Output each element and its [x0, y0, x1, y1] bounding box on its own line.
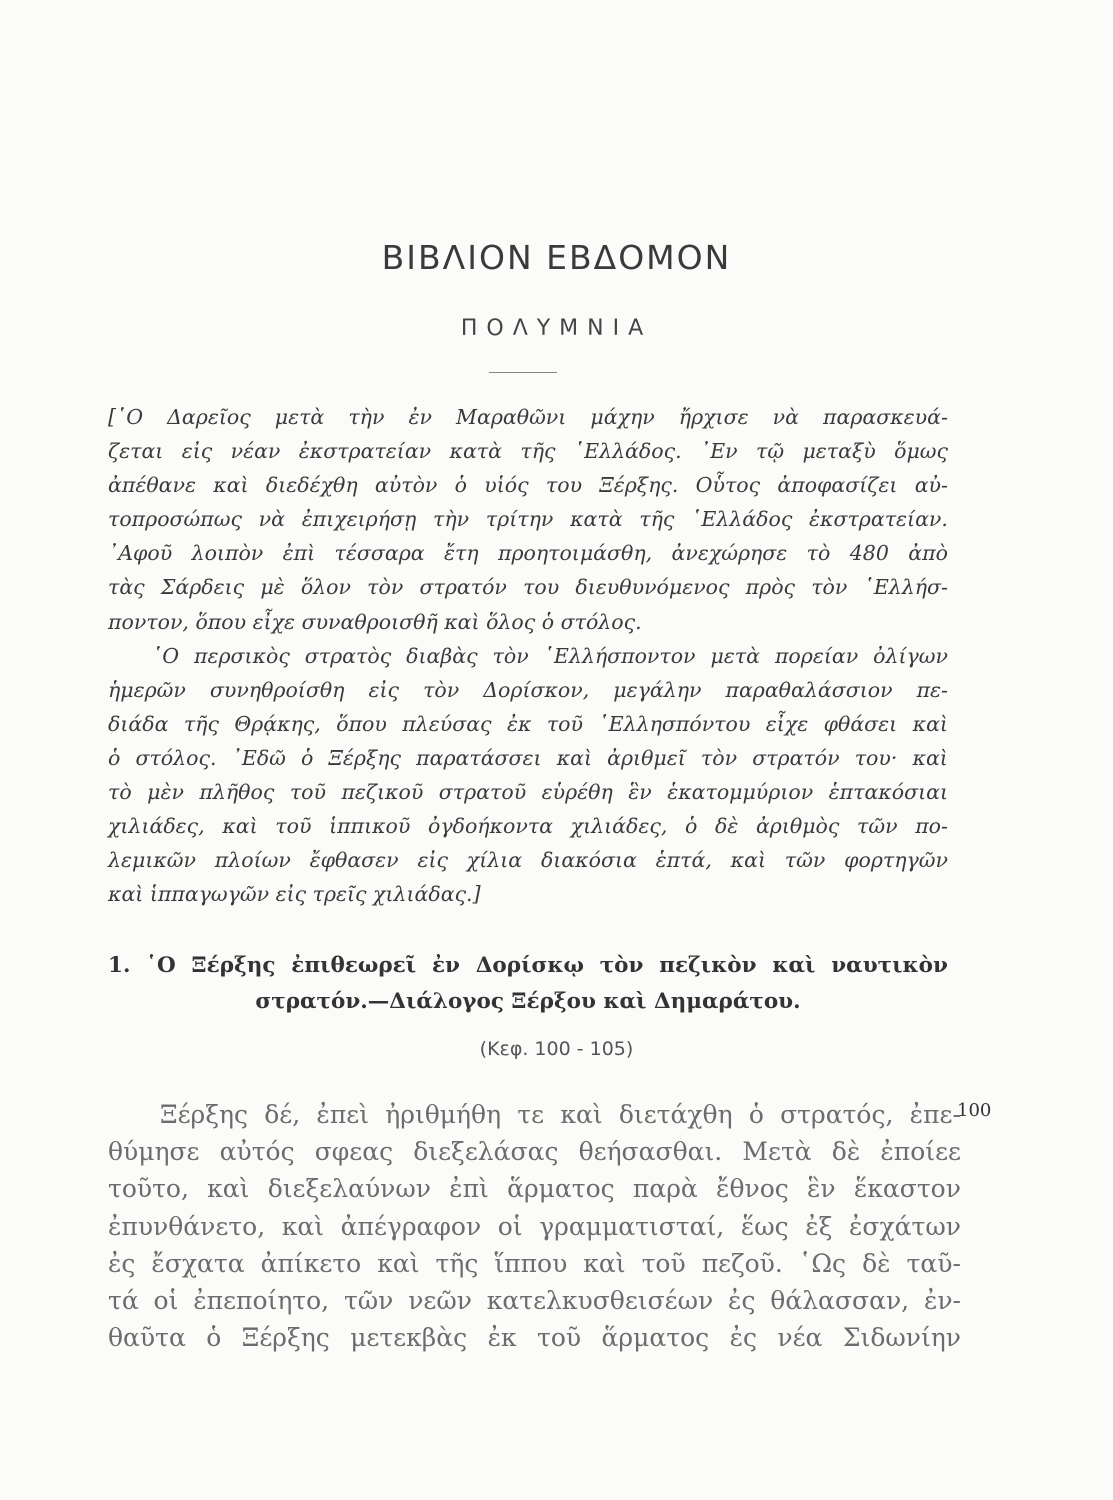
word: στρατός, [780, 1100, 894, 1129]
word: τὸν [811, 575, 848, 600]
word: εὑρέθη [541, 780, 613, 805]
summary-line [108, 434, 948, 468]
word: θαῦτα [108, 1323, 186, 1353]
word: τὸν [599, 953, 644, 978]
word: Ξέρξης [328, 745, 402, 770]
word: τὴν [433, 507, 470, 532]
word: [῾Ο [108, 405, 144, 429]
word: ἡμερῶν [108, 677, 186, 702]
word: τοπροσώπως [108, 507, 242, 532]
word: ὀγδοήκοντα [428, 814, 554, 839]
word: ὁ [684, 814, 698, 839]
word: διακόσια [540, 848, 637, 873]
word: προητοιμάσθη, [497, 541, 653, 566]
word: δὲ [831, 1137, 861, 1167]
word: τοῦτο, [108, 1174, 189, 1204]
word: δὲ [862, 1248, 891, 1278]
word: ὀλίγων [873, 643, 948, 668]
summary-line [108, 843, 948, 877]
word: παρασκευά- [823, 405, 948, 429]
word: του· [854, 745, 898, 770]
word: τῆς [639, 507, 675, 532]
word: μεγάλην [613, 677, 702, 702]
summary-line [108, 741, 948, 775]
word: στρατοῦ [438, 780, 527, 805]
word: παρὰ [632, 1174, 698, 1204]
word: θύμησε [108, 1137, 200, 1167]
section-heading [108, 948, 948, 1020]
summary-line [108, 502, 948, 536]
word: τε [517, 1100, 545, 1129]
word: ἅρματος [507, 1174, 615, 1204]
word: ᾿Αφοῦ [108, 541, 173, 566]
word: ὅλον [300, 575, 351, 600]
word: ἔθνος [716, 1174, 789, 1204]
word: ἔτη [443, 541, 479, 566]
word: εἰς [417, 848, 448, 873]
word: ῾Ελλήσ- [863, 575, 948, 600]
word: διαβὰς [406, 643, 478, 668]
word: εἶχε [765, 711, 809, 736]
word: Ξέρξης [191, 953, 276, 978]
summary-line [108, 639, 948, 673]
word: διεξελάσας [413, 1137, 559, 1167]
word: φθάσει [823, 711, 898, 736]
word: περσικὸς [194, 643, 290, 668]
word: μετὰ [274, 405, 325, 429]
word: διετάχθη [618, 1100, 733, 1129]
word: 1. [108, 953, 131, 978]
word: Ξέρξης [160, 1100, 248, 1129]
word: ῾Ο [152, 643, 180, 668]
word: παρατάσσει [416, 745, 542, 770]
word: νέα [777, 1323, 823, 1353]
summary-line: καὶ ἱππαγωγῶν εἰς τρεῖς χιλιάδας.] [108, 882, 481, 907]
word: ἕως [740, 1211, 789, 1241]
word: τρίτην [485, 507, 554, 532]
word: Δορίσκον, [483, 677, 590, 702]
word: πλῆθος [199, 780, 275, 805]
word: τέσσαρα [334, 541, 425, 566]
word: ἅρματος [601, 1323, 710, 1353]
word: ᾿Εδῶ [231, 745, 286, 770]
word: Θρᾴκης, [234, 711, 321, 736]
word: καὶ [222, 814, 258, 839]
summary-line: ποντον, ὅπου εἶχε συναθροισθῆ καὶ ὅλος ὁ στόλος. [108, 609, 642, 634]
ancient-line [108, 1319, 961, 1356]
word: ἐπυνθάνετο, [108, 1211, 266, 1241]
word: ἑκατομμύριον [667, 780, 814, 805]
word: ἐπε- [909, 1100, 961, 1129]
word: ἐν [408, 405, 432, 429]
chapter-reference: (Κεφ. 100 - 105) [479, 1038, 634, 1060]
word: μετεκβὰς [350, 1323, 468, 1353]
word: ὁ [748, 1100, 764, 1129]
word: τῷ [756, 439, 785, 464]
word: ἐξ [805, 1211, 833, 1241]
word: ἐκστρατείαν [298, 439, 432, 464]
word: τὸ [108, 780, 132, 805]
ancient-line [108, 1133, 961, 1170]
ancient-line [108, 1096, 961, 1133]
word: τὸ [806, 541, 831, 566]
word: Μαραθῶνι [456, 405, 567, 429]
word: Μετὰ [742, 1137, 812, 1167]
word: γραμματισταί, [539, 1211, 725, 1241]
word: ἐπιθεωρεῖ [291, 953, 417, 978]
word: τά [108, 1285, 139, 1315]
word: καὶ [912, 711, 948, 736]
word: μετὰ [710, 643, 760, 668]
word: διευθυνόμενος [575, 575, 730, 600]
word: καὶ [772, 953, 816, 978]
word: ἑπτακόσιαι [828, 780, 948, 805]
word: τὸν [492, 643, 529, 668]
word: Σάρδεις [160, 575, 245, 600]
word: ῾Ελλάδος. [573, 439, 682, 464]
word: ῾Ως [798, 1248, 847, 1278]
word: Οὗτος [695, 473, 761, 498]
summary-line [108, 536, 948, 570]
section-heading-line [108, 948, 948, 984]
word: Δορίσκῳ [475, 953, 584, 978]
word: ἐπεὶ [316, 1100, 370, 1129]
word: ὅπου [336, 711, 387, 736]
word: ῾Ελλησπόντου [598, 711, 751, 736]
word: μὲν [147, 780, 184, 805]
summary-line [108, 468, 948, 502]
word: καὶ [281, 1211, 325, 1241]
word: αὐτὸν [374, 473, 438, 498]
word: ἠριθμήθη [385, 1100, 502, 1129]
word: μάχην [590, 405, 655, 429]
word: τὸν [423, 677, 460, 702]
word: διάδα [108, 711, 169, 736]
word: τὰς [108, 575, 145, 600]
word: ἀριθμὸς [755, 814, 840, 839]
word: ὁ [454, 473, 467, 498]
word: οἱ [497, 1211, 523, 1241]
ancient-text [108, 1096, 961, 1356]
word: ἱππικοῦ [329, 814, 411, 839]
ancient-line [108, 1245, 961, 1282]
word: ἐπὶ [449, 1174, 489, 1204]
word: Ξέρξης. [599, 473, 679, 498]
word: ᾿Εν [699, 439, 738, 464]
summary-line [108, 570, 948, 604]
word: ἐκ [487, 1323, 517, 1353]
word: νὰ [772, 405, 799, 429]
word: διεδέχθη [265, 473, 358, 498]
word: ἐποίεε [880, 1137, 961, 1167]
word: τῆς [435, 1248, 479, 1278]
book-subtitle: ΠΟΛΥΜΝΙΑ [460, 316, 653, 341]
ancient-line [108, 1170, 961, 1207]
word: υἱός [484, 473, 529, 498]
word: παραθαλάσσιον [725, 677, 893, 702]
summary-line [108, 400, 948, 434]
word: τοῦ [546, 711, 583, 736]
word: 480 [849, 541, 889, 566]
word: στρατόν [752, 745, 840, 770]
word: τὸν [700, 745, 738, 770]
word: πλεύσας [402, 711, 492, 736]
word: ὁ [108, 745, 121, 770]
word: μεταξὺ [802, 439, 876, 464]
word: ἓν [806, 1174, 836, 1204]
word: καὶ [207, 1174, 250, 1204]
word: κατὰ [570, 507, 623, 532]
word: ἕκαστον [853, 1174, 961, 1204]
word: συνηθροίσθη [209, 677, 345, 702]
word: ἐσχάτων [848, 1211, 961, 1241]
word: ῾Ελλάδος [691, 507, 793, 532]
word: ἐκστρατείαν. [809, 507, 948, 532]
word: στόλος. [135, 745, 217, 770]
word: λεμικῶν [108, 848, 196, 873]
word: μὲ [260, 575, 285, 600]
word: πο- [915, 814, 948, 839]
word: ἐπεποίητο, [193, 1285, 330, 1315]
word: διεξελαύνων [267, 1174, 431, 1204]
word: ἀπίκετο [260, 1248, 362, 1278]
word: φορτηγῶν [844, 848, 948, 873]
word: νέαν [230, 439, 281, 464]
word: ἐς [728, 1285, 756, 1315]
word: ἑπτά, [655, 848, 712, 873]
word: πρὸς [745, 575, 796, 600]
word: ταῦ- [906, 1248, 961, 1278]
summary-line [108, 775, 948, 809]
word: ἐς [729, 1323, 757, 1353]
word: ῾Ελλήσποντον [543, 643, 696, 668]
word: τοῦ [289, 780, 326, 805]
word: ἀποφασίζει [777, 473, 898, 498]
word: στρατόν [419, 575, 507, 600]
word: πεζοῦ. [701, 1248, 783, 1278]
word: Ξέρξης [241, 1323, 330, 1353]
word: δέ, [264, 1100, 301, 1129]
word: τῶν [857, 814, 898, 839]
word: καὶ [560, 1100, 603, 1129]
word: καὶ [556, 745, 593, 770]
word: πορείαν [774, 643, 859, 668]
word: εἰς [368, 677, 400, 702]
word: ἐν- [923, 1285, 961, 1315]
word: δὲ [714, 814, 739, 839]
word: οἱ [153, 1285, 179, 1315]
word: αὐτός [219, 1137, 295, 1167]
summary-line [108, 809, 948, 843]
word: κατελκυσθεισέων [486, 1285, 714, 1315]
word: ὅμως [894, 439, 948, 464]
word: ζεται [108, 439, 164, 464]
word: νὰ [258, 507, 285, 532]
word: τῆς [520, 439, 556, 464]
word: καὶ [912, 745, 948, 770]
word: τοῦ [537, 1323, 582, 1353]
book-title: ΒΙΒΛΙΟΝ ΕΒΔΟΜΟΝ [381, 238, 732, 277]
summary-line [108, 673, 948, 707]
word: χίλια [466, 848, 523, 873]
word: ἔφθασεν [309, 848, 399, 873]
word: ναυτικὸν [831, 953, 948, 978]
word: πε- [916, 677, 948, 702]
word: στρατὸς [304, 643, 392, 668]
word: του [545, 473, 583, 498]
word: τὴν [348, 405, 385, 429]
word: νεῶν [408, 1285, 472, 1315]
word: του [523, 575, 560, 600]
word: καὶ [583, 1248, 626, 1278]
word: ἀπέγραφον [340, 1211, 482, 1241]
summary-line [108, 707, 948, 741]
word: καὶ [213, 473, 249, 498]
title-divider [489, 372, 557, 373]
word: ἐκ [506, 711, 532, 736]
word: πεζικοῦ [341, 780, 424, 805]
word: ὁ [301, 745, 314, 770]
ancient-line [108, 1208, 961, 1245]
summary-paragraph [108, 400, 948, 911]
word: ἐπιχειρήσῃ [301, 507, 417, 532]
word: λοιπὸν [191, 541, 264, 566]
word: ἔσχατα [151, 1248, 245, 1278]
word: ἀπέθανε [108, 473, 196, 498]
word: ἀπὸ [908, 541, 948, 566]
word: χιλιάδες, [570, 814, 668, 839]
word: πεζικὸν [659, 953, 757, 978]
word: ὁ [206, 1323, 222, 1353]
word: ἐς [108, 1248, 136, 1278]
word: τῆς [183, 711, 219, 736]
section-heading-line: στρατόν.—Διάλογος Ξέρξου καὶ Δημαράτου. [255, 989, 801, 1014]
word: ἀριθμεῖ [607, 745, 686, 770]
word: ἓν [628, 780, 652, 805]
word: πλοίων [214, 848, 291, 873]
word: ἵππου [494, 1248, 568, 1278]
ancient-line [108, 1282, 961, 1319]
word: ἐπὶ [282, 541, 316, 566]
word: χιλιάδες, [108, 814, 205, 839]
word: ἀνεχώρησε [671, 541, 788, 566]
word: ἤρχισε [678, 405, 749, 429]
word: αὐ- [914, 473, 948, 498]
word: καὶ [730, 848, 766, 873]
word: τῶν [784, 848, 826, 873]
word: τῶν [343, 1285, 394, 1315]
word: τὸν [367, 575, 404, 600]
word: καὶ [377, 1248, 420, 1278]
margin-chapter-number: 100 [957, 1100, 992, 1121]
word: Δαρεῖος [167, 405, 251, 429]
word: θεήσασθαι. [578, 1137, 723, 1167]
word: θάλασσαν, [770, 1285, 910, 1315]
word: ῾Ο [146, 953, 176, 978]
word: τοῦ [641, 1248, 686, 1278]
word: ἐν [431, 953, 460, 978]
word: Σιδωνίην [842, 1323, 961, 1353]
word: σφεας [314, 1137, 394, 1167]
word: κατὰ [449, 439, 502, 464]
word: τοῦ [275, 814, 312, 839]
word: εἰς [181, 439, 213, 464]
